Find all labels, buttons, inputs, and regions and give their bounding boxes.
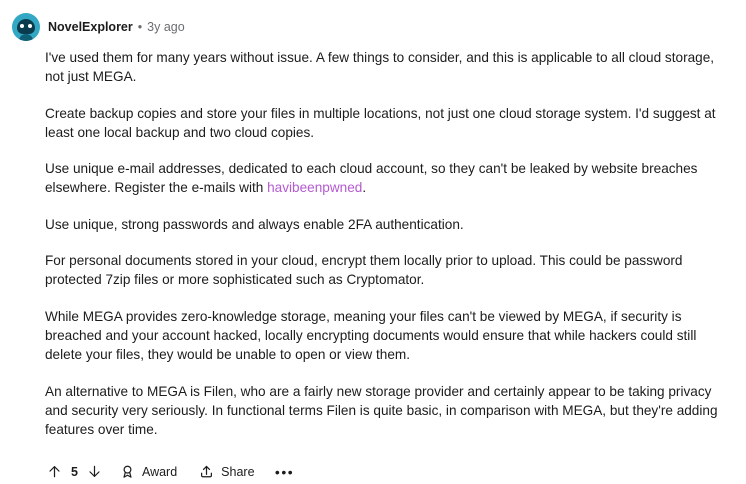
comment-paragraph (45, 251, 730, 290)
comment-header (10, 14, 736, 40)
award-icon (120, 464, 135, 479)
upvote-arrow-icon[interactable] (47, 464, 62, 479)
paragraph-text: Use unique e-mail addresses, dedicated to each cloud account, so they can't be leaked by website breaches elsewhere. Register the e-mails with (45, 161, 698, 196)
more-options-button[interactable]: ••• (274, 463, 295, 480)
separator-dot: • (137, 20, 143, 34)
paragraph-text: An alternative to MEGA is Filen, who are a fairly new storage provider and certainly appear to be taking privacy and security very seriously. In functional terms Filen is quite basic, in comparison with MEGA, but they're adding features over time. (45, 383, 718, 438)
comment-paragraph (45, 48, 730, 87)
award-button[interactable] (112, 459, 187, 484)
comment-actions (10, 439, 736, 484)
comment-body (10, 40, 736, 439)
havibeenpwned-link[interactable]: havibeenpwned (267, 180, 363, 196)
downvote-arrow-icon[interactable] (87, 464, 102, 479)
comment-paragraph (45, 215, 730, 234)
avatar[interactable] (12, 13, 40, 41)
vote-count: 5 (71, 464, 78, 479)
avatar-eye-left (20, 24, 24, 28)
award-label: Award (141, 464, 178, 479)
avatar-body-shape (19, 34, 33, 41)
paragraph-text: Create backup copies and store your files in multiple locations, not just one cloud storage system. I'd suggest at least one local backup and two cloud copies. (45, 105, 716, 140)
comment-author[interactable]: NovelExplorer (48, 20, 133, 34)
avatar-eye-right (28, 24, 32, 28)
comment-paragraph (45, 159, 730, 198)
share-button[interactable] (191, 459, 264, 484)
share-label: Share (221, 464, 255, 479)
comment-paragraph (45, 307, 730, 365)
comment-paragraph (45, 104, 730, 143)
paragraph-text: For personal documents stored in your cloud, encrypt them locally prior to upload. This could be password protected 7zip files or more sophisticated such as Cryptomator. (45, 253, 683, 288)
comment-timestamp: 3y ago (147, 20, 185, 34)
paragraph-text: Use unique, strong passwords and always enable 2FA authentication. (45, 216, 464, 232)
paragraph-text: I've used them for many years without issue. A few things to consider, and this is applicable to all cloud storage, not just MEGA. (45, 50, 715, 85)
paragraph-text: While MEGA provides zero-knowledge storage, meaning your files can't be viewed by MEGA, if security is breached and your account hacked, locally encrypting documents would ensure that while hackers could still delete your files, they would be unable to open or view them. (45, 308, 697, 363)
vote-group (43, 460, 108, 483)
share-icon (199, 464, 214, 479)
comment-paragraph (45, 382, 730, 440)
paragraph-text-tail: . (362, 180, 367, 196)
